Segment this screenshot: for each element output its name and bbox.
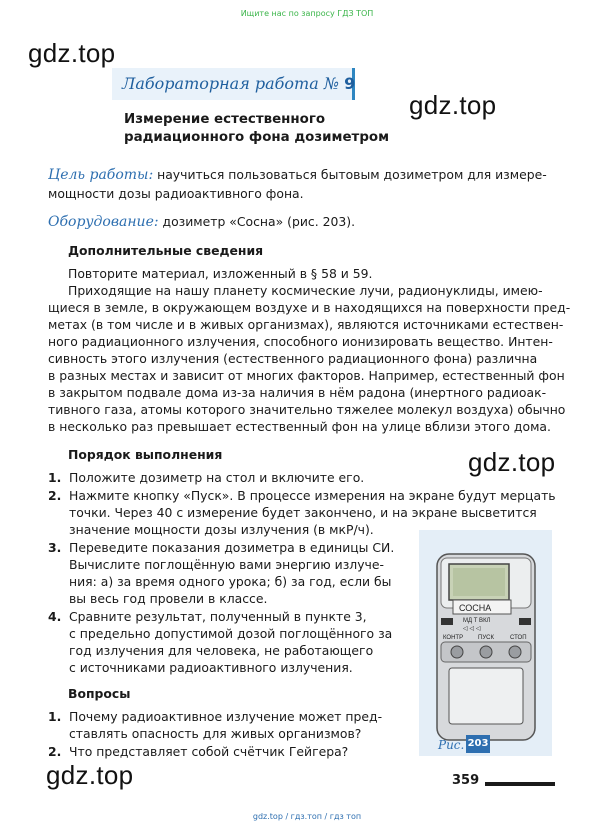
equipment-text: дозиметр «Сосна» (рис. 203).	[158, 214, 356, 229]
question-item	[48, 743, 349, 760]
lab-title	[112, 68, 355, 100]
control-button	[451, 646, 463, 658]
page-bar	[485, 782, 555, 786]
switch-arrows: ◁ ◁ ◁	[463, 625, 481, 632]
lab-prefix: Лабораторная работа №	[122, 74, 339, 93]
switch-labels: МД Т ВКЛ	[463, 618, 491, 624]
step-text: Переведите показания дозиметра в единицы СИ.	[69, 540, 395, 555]
question-item	[48, 708, 383, 741]
text-line: тивного газа, атомы которого значительно тяжелее молекул воздуха) обычно	[48, 402, 566, 417]
step-text: Положите дозиметр на стол и включите его.	[69, 470, 365, 485]
lab-number: 9	[344, 74, 356, 93]
goal-text: научиться пользоваться бытовым дозиметром для измере-	[153, 167, 547, 182]
goal-line-2: мощности дозы радиоактивного фона.	[48, 186, 304, 201]
step-text: Вычислите поглощённую вами энергию излуче-	[69, 557, 384, 572]
step-text: Сравните результат, полученный в пункте 3,	[69, 609, 367, 624]
stop-button	[509, 646, 521, 658]
goal-label: Цель работы:	[48, 167, 154, 183]
text-line: ного радиационного излучения, способного ионизировать вещество. Интен-	[48, 334, 553, 349]
lcd-inner	[453, 568, 505, 596]
step-text: вы весь год провели в классе.	[69, 591, 268, 606]
step-item	[48, 487, 556, 537]
question-text: Почему радиоактивное излучение может пред-	[69, 709, 383, 724]
button-label-start: ПУСК	[478, 635, 494, 641]
left-switch	[441, 618, 453, 625]
text-line: метах (в том числе и в живых организмах), являются источниками естествен-	[48, 317, 564, 332]
text-line: в несколько раз превышает естественный фон на улице вблизи этого дома.	[48, 419, 551, 434]
step-text: год излучения для человека, не работающего	[69, 643, 374, 658]
text-line: в разных местах и зависит от многих факторов. Например, естественный фон	[48, 368, 565, 383]
step-text: с источниками радиоактивного излучения.	[69, 660, 353, 675]
watermark: gdz.top	[46, 760, 134, 790]
step-number: 1.	[48, 470, 62, 485]
work-title-line: радиационного фона дозиметром	[124, 130, 390, 145]
question-text: ставлять опасность для живых организмов?	[69, 726, 362, 741]
watermark: gdz.top	[409, 90, 497, 120]
work-title	[124, 111, 389, 147]
page-number: 359	[452, 773, 480, 788]
text-line: сивность этого излучения (естественного радиационного фона) различна	[48, 351, 538, 366]
watermark: gdz.top	[468, 447, 556, 477]
text-line: в закрытом подвале дома из-за наличия в нём радона (инертного радиоак-	[48, 385, 547, 400]
equipment-line	[48, 213, 355, 231]
procedure-heading: Порядок выполнения	[68, 447, 223, 462]
step-number: 3.	[48, 540, 62, 555]
dosimeter-illustration	[419, 530, 552, 756]
step-number: 2.	[48, 488, 62, 503]
step-item	[48, 608, 393, 675]
step-text: с предельно допустимой дозой поглощённого за	[69, 626, 393, 641]
step-item	[48, 539, 395, 606]
extra-paragraph	[48, 265, 570, 435]
figure-panel	[419, 530, 552, 756]
equipment-label: Оборудование:	[48, 214, 159, 230]
button-label-stop: СТОП	[510, 635, 527, 641]
bottom-links[interactable]: gdz.top / гдз.топ / гдз топ	[252, 812, 362, 821]
text-line: щиеся в земле, в окружающем воздухе и в находящихся на поверхности пред-	[48, 300, 571, 315]
step-text: точки. Через 40 с измерение будет закончено, и на экране высветится	[69, 505, 537, 520]
text-line: Приходящие на нашу планету космические лучи, радионуклиды, имею-	[68, 283, 543, 298]
step-text: ния: а) за время одного урока; б) за год, если бы	[69, 574, 392, 589]
question-number: 2.	[48, 744, 62, 759]
top-note[interactable]: Ищите нас по запросу ГДЗ ТОП	[240, 9, 374, 18]
extra-heading: Дополнительные сведения	[68, 243, 264, 258]
text-line: Повторите материал, изложенный в § 58 и 59.	[68, 266, 373, 281]
lower-window	[449, 668, 523, 724]
figure-caption: Рис.	[438, 738, 465, 752]
step-item	[48, 469, 365, 486]
step-number: 4.	[48, 609, 62, 624]
goal-line	[48, 166, 547, 184]
right-switch	[519, 618, 531, 625]
question-number: 1.	[48, 709, 62, 724]
work-title-line: Измерение естественного	[124, 112, 326, 127]
device-name: СОСНА	[459, 603, 492, 613]
step-text: Нажмите кнопку «Пуск». В процессе измерения на экране будут мерцать	[69, 488, 556, 503]
step-text: значение мощности дозы излучения (в мкР/ч).	[69, 522, 374, 537]
start-button	[480, 646, 492, 658]
button-label-control: КОНТР	[443, 635, 464, 641]
watermark: gdz.top	[28, 38, 116, 68]
figure-number-badge: 203	[466, 735, 490, 753]
question-text: Что представляет собой счётчик Гейгера?	[69, 744, 349, 759]
questions-heading: Вопросы	[68, 686, 131, 701]
